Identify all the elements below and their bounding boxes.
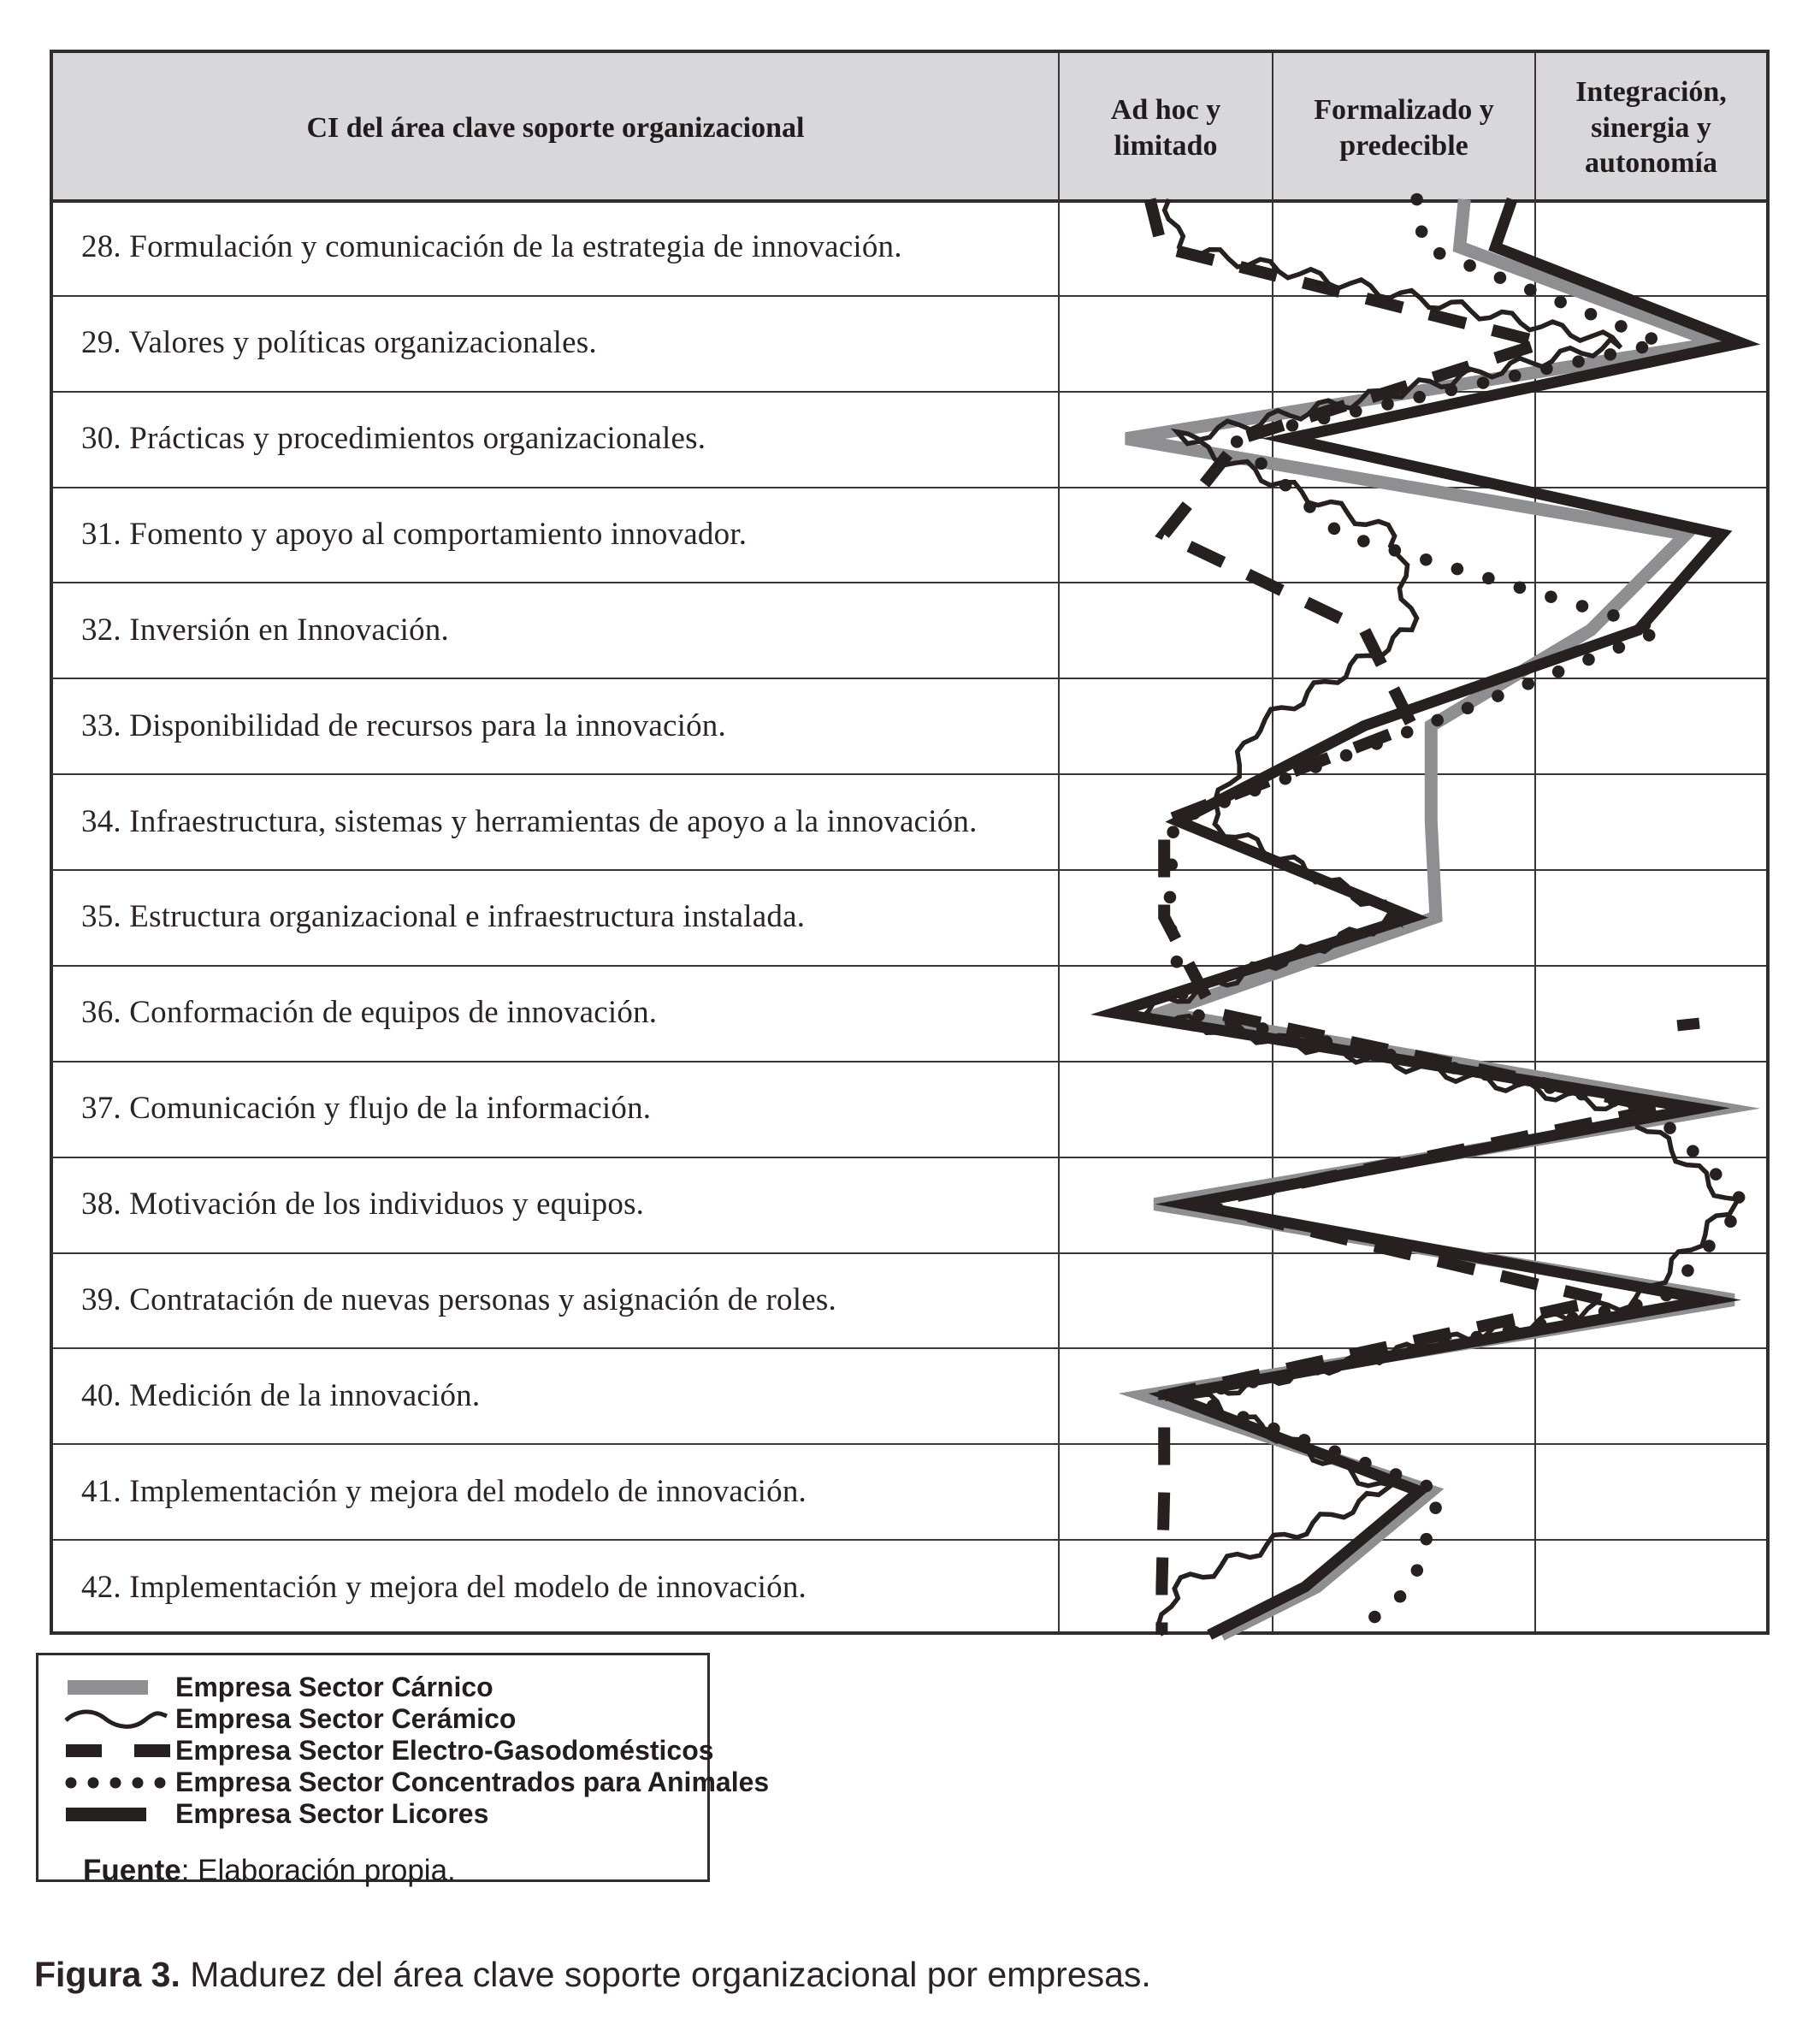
row-label: 29. Valores y políticas organizacionales. <box>81 325 597 361</box>
header-cell-level3: Integración, sinergia y autonomía <box>1575 76 1727 180</box>
legend-item <box>38 1702 707 1735</box>
figure-caption-number: Figura 3. <box>34 1955 180 1994</box>
grid-hline <box>53 1539 1766 1541</box>
row-label: 28. Formulación y comunicación de la estrategia de innovación. <box>81 229 902 265</box>
header-cell-areas: CI del área clave soporte organizacional <box>306 111 805 144</box>
source-note <box>83 1854 456 1888</box>
header-cell-level2: Formalizado y predecible <box>1314 94 1494 162</box>
legend-item <box>38 1766 770 1798</box>
legend-swatch-gray-solid-line <box>62 1671 175 1703</box>
legend-item-label: Empresa Sector Cerámico <box>175 1702 517 1734</box>
legend-swatch-dashed-line <box>62 1734 175 1767</box>
row-label: 42. Implementación y mejora del modelo de innovación. <box>81 1569 807 1605</box>
row-label: 34. Infraestructura, sistemas y herramientas de apoyo a la innovación. <box>81 803 978 839</box>
legend-swatch-wavy-line <box>62 1702 175 1735</box>
row-label: 41. Implementación y mejora del modelo de innovación. <box>81 1473 807 1509</box>
legend-swatch-dotted-line <box>62 1766 175 1798</box>
row-label: 35. Estructura organizacional e infraestructura instalada. <box>81 899 806 935</box>
row-label: 31. Fomento y apoyo al comportamiento innovador. <box>81 517 748 553</box>
grid-hline <box>53 678 1766 679</box>
grid-hline <box>53 487 1766 488</box>
source-text: : Elaboración propia. <box>180 1854 456 1887</box>
grid-hline <box>53 391 1766 393</box>
legend-item <box>38 1797 707 1830</box>
grid-hline <box>53 295 1766 297</box>
grid-hline <box>53 1347 1766 1349</box>
maturity-table <box>50 50 1770 1635</box>
row-label: 39. Contratación de nuevas personas y asignación de roles. <box>81 1281 836 1317</box>
legend-swatch-black-solid-line <box>62 1797 175 1830</box>
row-label: 32. Inversión en Innovación. <box>81 612 449 648</box>
row-label: 30. Prácticas y procedimientos organizacionales. <box>81 421 706 457</box>
row-label: 38. Motivación de los individuos y equipos. <box>81 1187 645 1222</box>
row-label: 40. Medición de la innovación. <box>81 1377 481 1413</box>
grid-hline <box>53 773 1766 775</box>
legend-item <box>38 1671 707 1703</box>
grid-hline <box>53 869 1766 871</box>
grid-vline-1 <box>1058 53 1060 1631</box>
grid-hline <box>53 1252 1766 1254</box>
legend-item-label: Empresa Sector Licores <box>175 1797 489 1829</box>
grid-hline <box>53 582 1766 583</box>
source-label: Fuente <box>83 1854 181 1887</box>
legend-item-label: Empresa Sector Electro-Gasodomésticos <box>175 1734 714 1766</box>
table-header <box>53 53 1766 203</box>
figure-caption <box>34 1955 1151 1995</box>
legend-item-label: Empresa Sector Cárnico <box>175 1671 493 1702</box>
row-label: 36. Conformación de equipos de innovación. <box>81 995 658 1031</box>
header-cell-level1: Ad hoc y limitado <box>1110 94 1221 162</box>
legend-item-label: Empresa Sector Concentrados para Animales <box>175 1766 770 1797</box>
grid-hline <box>53 965 1766 967</box>
row-label: 33. Disponibilidad de recursos para la innovación. <box>81 707 726 743</box>
grid-vline-3 <box>1534 53 1536 1631</box>
grid-vline-2 <box>1272 53 1273 1631</box>
legend-box <box>36 1653 770 1887</box>
legend-item <box>38 1734 714 1767</box>
row-label: 37. Comunicación y flujo de la información. <box>81 1091 652 1127</box>
figure-caption-text: Madurez del área clave soporte organizacional por empresas. <box>180 1955 1151 1994</box>
grid-hline <box>53 1443 1766 1445</box>
grid-hline <box>53 1061 1766 1062</box>
grid-hline <box>53 1157 1766 1158</box>
